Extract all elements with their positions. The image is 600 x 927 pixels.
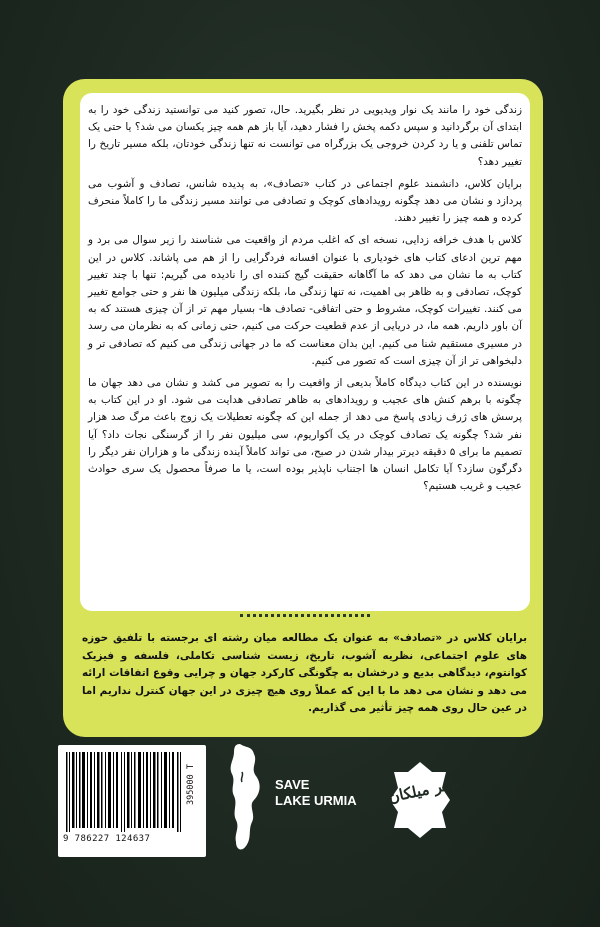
save-lake-urmia-label bbox=[275, 777, 385, 809]
description-paragraph-3: کلاس با هدف خرافه زدایی، نسخه ای که اغلب مردم از واقعیت می شناسند را زیر سوال می برد و مهم ترین ادعای کتاب های خودیاری با عنوان افسانه فردگرایی را از هم می پاشاند. کلاس در این کتاب به ما نشان می دهد که ما آگاهانه حقیقت گیج کننده ای را نادیده می گیریم: تنها با چند تغییر کوچک، تصادفی و به ظاهر بی اهمیت، نه تنها زندگی ما، بلکه زندگی میلیون ها نفر و حتی جوامع تغییر می کنند. تغییرات کوچک، مشروط و حتی اتفاقی- تصادف ها- بسیار مهم تر از آن چیزی هستند که به آن باور داریم. همه ما، در دریایی از عدم قطعیت حرکت می کنیم، حتی زمانی که به نظرمان می رسد در مسیری مستقیم شنا می کنیم. این بدان معناست که ما در جهانی زندگی می کنیم که تصادفی تر و دلبخواهی تر از آن چیزی است که تصور می کنیم. bbox=[88, 234, 522, 367]
isbn-number: 9 786227 124637 bbox=[63, 834, 151, 844]
description-paragraph-2: برایان کلاس، دانشمند علوم اجتماعی در کتاب «تصادف»، به پدیده شانس، تصادف و آشوب می پردازد و نشان می دهد چگونه رویدادهای کوچک و تصادفی می توانند مسیر زندگی ما را کاملاً منحرف کرده و همه چیز را تغییر دهند. bbox=[88, 177, 522, 225]
lake-urmia-map-icon bbox=[226, 742, 266, 854]
barcode bbox=[64, 752, 184, 832]
description-paragraph-1: زندگی خود را مانند یک نوار ویدیویی در نظر بگیرید. حال، تصور کنید می توانستید زندگی خود را به ابتدای آن برگردانید و سپس دکمه پخش را فشار دهید، آیا باز هم همه چیز یکسان می شد؟ یا حتی یک تماس تلفنی و یا رد کردن خروجی یک بزرگراه می توانست نه تنها زندگی خودتان، بلکه مسیر تاریخ را تغییر دهد؟ bbox=[88, 104, 522, 168]
lake-urmia-label: LAKE URMIA bbox=[275, 793, 357, 808]
publisher-name: نشر میلکان bbox=[386, 773, 462, 807]
description-text bbox=[88, 102, 522, 500]
dotted-divider bbox=[240, 614, 370, 623]
description-paragraph-4: نویسنده در این کتاب دیدگاه کاملاً بدیعی از واقعیت را به تصویر می کشد و نشان می دهد جهان ما چگونه با برهم کنش های عجیب و رویدادهای به ظاهر تصادفی هدایت می شود. او در این کتاب به پرسش های ژرف زیادی پاسخ می دهد از جمله این که چگونه تعطیلات یک زوج باعث مرگ صد هزار نفر شد؟ چگونه یک تصادف کوچک در یک آکواریوم، سی میلیون نفر را از گرسنگی نجات داد؟ آیا تصمیم ما برای ۵ دقیقه دیرتر بیدار شدن در صبح، می تواند کاملاً آینده زندگی ما و هزاران نفر دیگر را دگرگون سازد؟ آیا تکامل انسان ها اجتناب ناپذیر بوده است، یا ما صرفاً محصول یک سری حوادث عجیب و غریب هستیم؟ bbox=[88, 377, 523, 493]
summary-text: برایان کلاس در «تصادف» به عنوان یک مطالعه میان رشته ای برجسته با تلفیق حوزه های علوم اجتماعی، نظریه آشوب، تاریخ، زیست شناسی تکاملی، فلسفه و فیزیک کوانتوم، دیدگاهی بدیع و درخشان به چگونگی کارکرد جهان و چرایی وقوع اتفاقات ارائه می دهد و نشان می دهد ما با این که عملاً روی هیچ چیزی در این جهان کنترل نداریم اما در عین حال روی همه چیز تأثیر می گذاریم. bbox=[82, 632, 527, 715]
price-label: 395000 T bbox=[186, 764, 196, 805]
save-label: SAVE bbox=[275, 777, 310, 792]
